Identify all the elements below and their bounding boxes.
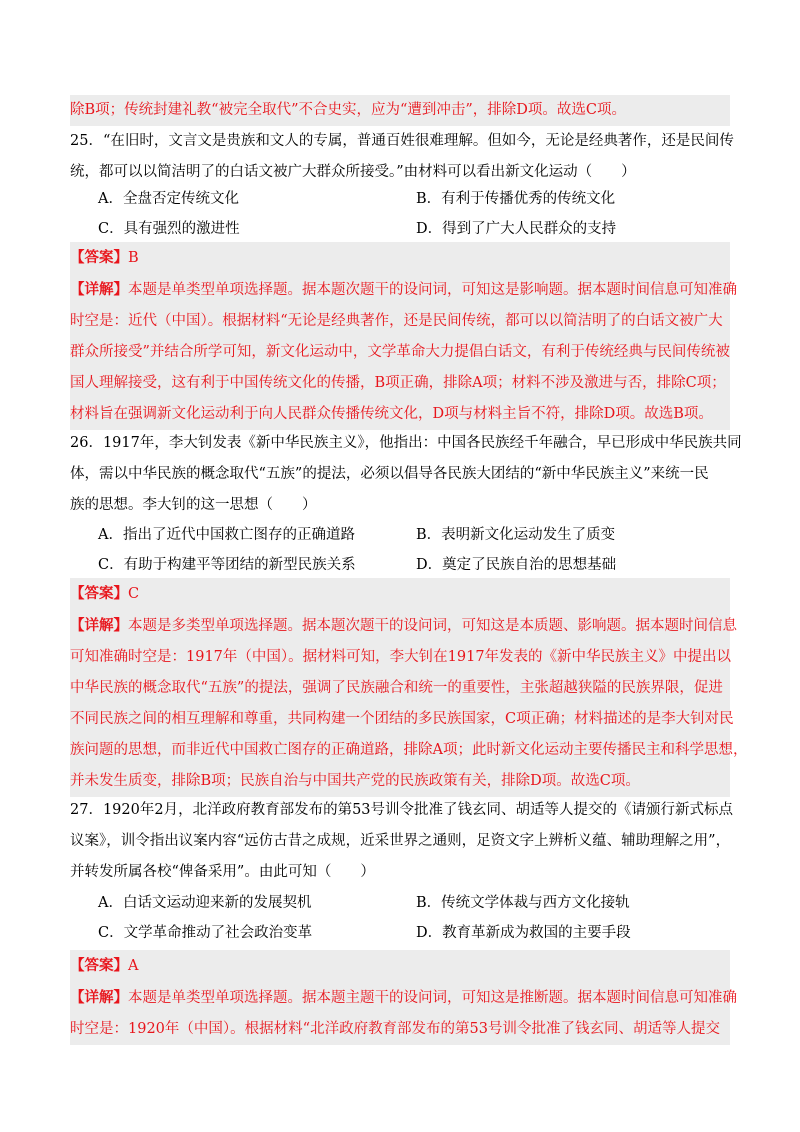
stem-line: 26．1917年，李大钊发表《新中华民族主义》，他指出：中国各民族经千年融合，早已形成中华民族共同 (70, 435, 742, 451)
question-25-options (98, 184, 718, 244)
stem-line: 体，需以中华民族的概念取代“五族”的提法，必须以倡导各民族大团结的“新中华民族主义”来统一民 (70, 466, 709, 482)
question-26-stem (70, 428, 742, 521)
answer-line (70, 950, 730, 982)
explanation-line: 除B项；传统封建礼教“被完全取代”不合史实，应为“遭到冲击”，排除D项。故选C项。 (70, 102, 627, 118)
explanation-label: 【详解】 (70, 989, 128, 1006)
explanation-label: 【详解】 (70, 281, 128, 298)
stem-line: 议案》，训令指出议案内容“远仿古昔之成规，近采世界之通则，足资文字上辨析义蕴、辅助理解之用”， (70, 833, 731, 849)
stem-line: 统，都可以以简洁明了的白话文被广大群众所接受。”由材料可以看出新文化运动（ ） (70, 164, 636, 180)
options-row (98, 918, 718, 948)
stem-line: 27．1920年2月，北洋政府教育部发布的第53号训令批准了钱玄同、胡适等人提交的《请颁行新式标点 (70, 802, 734, 818)
question-27-options (98, 888, 718, 948)
explanation-line (70, 610, 737, 642)
question-27-answer (70, 950, 737, 1045)
explanation-line: 材料旨在强调新文化运动利于向人民群众传播传统文化，D项与材料主旨不符，排除D项。故选B项。 (70, 406, 713, 422)
explanation-line: 并未发生质变，排除B项；民族自治与中国共产党的民族政策有关，排除D项。故选C项。 (70, 773, 640, 789)
stem-line: 25．“在旧时，文言文是贵族和文人的专属，普通百姓很难理解。但如今，无论是经典著作，还是民间传 (70, 133, 734, 149)
option-b: B．表明新文化运动发生了质变 (416, 527, 616, 543)
explanation-line: 中华民族的概念取代“五族”的提法，强调了民族融合和统一的重要性，主张超越狭隘的民族界限，促进 (70, 680, 723, 696)
option-c: C．具有强烈的激进性 (98, 221, 240, 237)
explanation-line (70, 982, 737, 1014)
option-a: A．全盘否定传统文化 (98, 191, 239, 207)
options-row (98, 520, 718, 550)
answer-value: A (128, 958, 139, 974)
question-26-options (98, 520, 718, 580)
answer-label: 【答案】 (70, 957, 128, 974)
stem-line: 并转发所属各校“俾备采用”。由此可知（ ） (70, 864, 375, 880)
answer-line (70, 578, 730, 610)
answer-label: 【答案】 (70, 585, 128, 602)
option-d: D．得到了广大人民群众的支持 (416, 221, 617, 237)
option-c: C．有助于构建平等团结的新型民族关系 (98, 557, 356, 573)
option-b: B．有利于传播优秀的传统文化 (416, 191, 616, 207)
answer-line (70, 242, 730, 274)
explanation-line: 不同民族之间的相互理解和尊重，共同构建一个团结的多民族国家，C项正确；材料描述的是李大钊对民 (70, 711, 734, 727)
explanation-text: 本题是单类型单项选择题。据本题次题干的设问词，可知这是影响题。据本题时间信息可知准确 (128, 282, 737, 298)
answer-label: 【答案】 (70, 249, 128, 266)
question-25-stem (70, 126, 734, 188)
explanation-text: 本题是单类型单项选择题。据本题主题干的设问词，可知这是推断题。据本题时间信息可知准确 (128, 990, 737, 1006)
prev-explanation-tail (70, 95, 730, 126)
options-row (98, 888, 718, 918)
options-row (98, 184, 718, 214)
explanation-line: 时空是：近代（中国）。根据材料“无论是经典著作，还是民间传统，都可以以简洁明了的白话文被广大 (70, 313, 723, 329)
explanation-line: 群众所接受”并结合所学可知，新文化运动中，文学革命大力提倡白话文，有利于传统经典与民间传统被 (70, 344, 730, 360)
answer-value: C (128, 586, 140, 602)
question-27-stem (70, 795, 734, 888)
question-25-answer (70, 242, 737, 430)
options-row (98, 214, 718, 244)
explanation-line: 可知准确时空是：1917年（中国）。据材料可知，李大钊在1917年发表的《新中华民族主义》中提出以 (70, 649, 732, 665)
explanation-line (70, 274, 737, 306)
stem-line: 族的思想。李大钊的这一思想（ ） (70, 497, 317, 513)
explanation-line: 族问题的思想，而非近代中国救亡图存的正确道路，排除A项；此时新文化运动主要传播民主和科学思想， (70, 742, 748, 758)
options-row (98, 550, 718, 580)
option-a: A．指出了近代中国救亡图存的正确道路 (98, 527, 355, 543)
option-b: B．传统文学体裁与西方文化接轨 (416, 895, 630, 911)
option-d: D．奠定了民族自治的思想基础 (416, 557, 617, 573)
explanation-line: 时空是：1920年（中国）。根据材料“北洋政府教育部发布的第53号训令批准了钱玄同、胡适等人提交 (70, 1021, 721, 1037)
answer-value: B (128, 250, 139, 266)
explanation-line: 国人理解接受，这有利于中国传统文化的传播，B项正确，排除A项；材料不涉及激进与否，排除C项； (70, 375, 726, 391)
explanation-text: 本题是多类型单项选择题。据本题次题干的设问词，可知这是本质题、影响题。据本题时间信息 (128, 618, 737, 634)
question-26-answer (70, 578, 748, 797)
option-d: D．教育革新成为救国的主要手段 (416, 925, 631, 941)
option-c: C．文学革命推动了社会政治变革 (98, 925, 313, 941)
explanation-label: 【详解】 (70, 617, 128, 634)
option-a: A．白话文运动迎来新的发展契机 (98, 895, 312, 911)
